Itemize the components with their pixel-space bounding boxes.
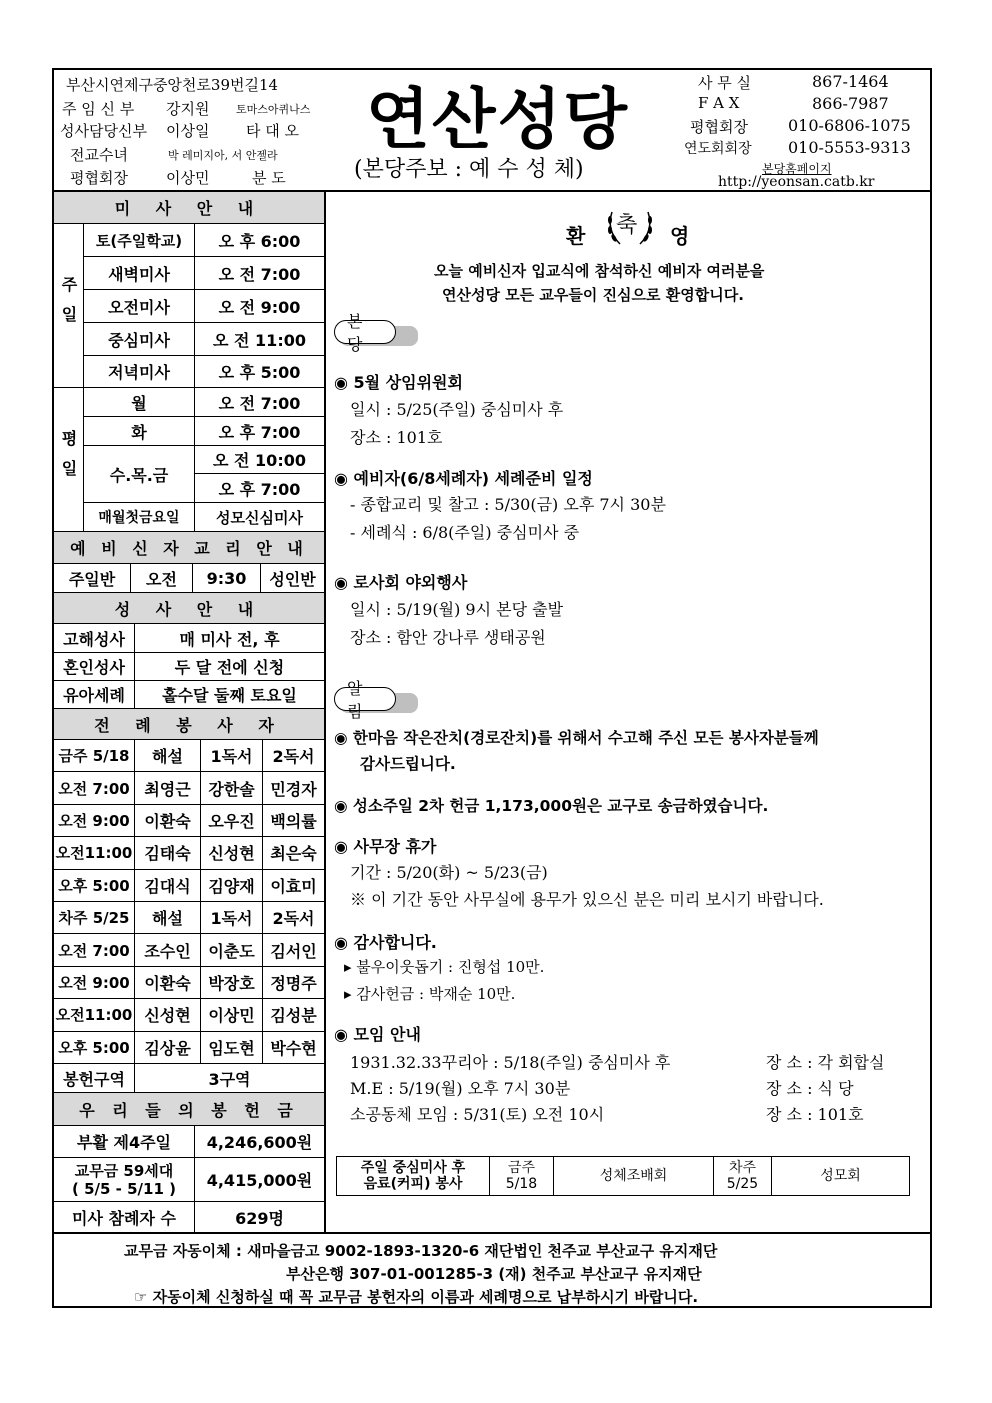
server-name: 김태숙 [134,837,200,868]
servers-title-row [54,709,324,740]
contact-value-office: 867-1464 [812,72,889,91]
mass-time: 오 전 7:00 [194,257,324,289]
server-name: 2독서 [262,902,324,933]
offering-value: 629명 [194,1202,324,1232]
offering-area-value: 3구역 [134,1064,324,1092]
server-name: 이환숙 [134,805,200,836]
server-slot: 오후 5:00 [58,876,130,895]
server-name: 오우진 [200,805,262,836]
server-row [54,902,324,934]
bondang-item-3-line-1: 일시 : 5/19(월) 9시 본당 출발 [350,600,564,619]
church-address: 부산시연제구중앙천로39번길14 [66,76,279,94]
bondang-item-2-title: ◉ 예비자(6/8세례자) 세례준비 일정 [334,469,593,488]
mass-name: 새벽미사 [108,264,170,284]
bondang-item-3-line-2: 장소 : 함안 강나루 생태공원 [350,628,546,647]
mass-name: 토(주일학교) [95,231,183,250]
coffee-next-group: 성모회 [771,1157,909,1195]
footer-line-1: 교무금 자동이체 : 새마을금고 9002-1893-1320-6 재단법인 천주교 부산교구 유지재단 [124,1242,718,1260]
offering-row-easter [54,1126,324,1158]
bondang-item-2-line-2: - 세례식 : 6/8(주일) 중심미사 중 [350,523,580,542]
mass-time: 오 후 7:00 [194,417,324,445]
welcome-title-mid: 축 [616,213,638,238]
mass-name: 매월첫금요일 [98,510,180,526]
welcome-line-2: 연산성당 모든 교우들이 진심으로 환영합니다. [442,286,744,304]
staff-baptismal-2: 타 대 오 [246,122,300,140]
coffee-next-week-1: 차주 [728,1160,757,1176]
offering-value: 4,415,000원 [194,1158,324,1201]
meeting-2-where: 장 소 : 식 당 [766,1079,854,1098]
staff-name-2: 이상일 [166,122,210,140]
staff-name-4: 이상민 [166,169,210,187]
offering-area-label: 봉헌구역 [63,1069,125,1089]
mass-row-wed-fri [84,446,324,503]
catechumen-time: 9:30 [192,564,260,592]
staff-name-1: 강지원 [166,100,210,118]
server-name: 이환숙 [134,967,200,998]
server-slot: 오전 7:00 [58,779,130,798]
mass-time: 오 전 9:00 [194,290,324,322]
offering-label: 교무금 59세대 [74,1161,174,1180]
sacrament-name: 혼인성사 [63,658,125,677]
server-name: 최은숙 [262,837,324,868]
coffee-this-week-cell [489,1157,553,1195]
server-name: 박수현 [262,1032,324,1063]
bondang-item-2-line-1: - 종합교리 및 찰고 : 5/30(금) 오후 7시 30분 [350,495,666,514]
server-name: 1독서 [200,902,262,933]
coffee-this-group: 성체조배회 [553,1157,713,1195]
offering-label: 부활 제4주일 [77,1133,171,1152]
coffee-this-week-1: 금주 [507,1160,536,1176]
server-name: 백의률 [262,805,324,836]
coffee-next-week-2: 5/25 [726,1176,759,1192]
server-name: 2독서 [262,740,324,771]
homepage-link[interactable]: http://yeonsan.catb.kr [718,174,875,190]
bulletin-frame [52,68,932,1308]
bondang-item-1-line-1: 일시 : 5/25(주일) 중심미사 후 [350,400,564,419]
notice-item-3-title: ◉ 사무장 휴가 [334,837,437,856]
mass-row-morning [84,290,324,323]
notice-item-4-line-1: ▸ 불우이웃돕기 : 진형섭 10만. [344,958,545,976]
footer-line-2: 부산은행 307-01-001285-3 (재) 천주교 부산교구 유지재단 [286,1265,702,1283]
welcome-line-1: 오늘 예비신자 입교식에 참석하신 예비자 여러분을 [434,262,765,280]
contact-value-fax: 866-7987 [812,94,889,113]
mass-name: 저녁미사 [108,363,170,382]
server-slot: 오전 9:00 [58,811,130,830]
staff-role-4: 평협회장 [70,169,128,187]
server-name: 김서인 [262,934,324,965]
mass-time: 오 후 6:00 [194,224,324,256]
server-name: 1독서 [200,740,262,771]
offering-title-row [54,1093,324,1126]
bondang-item-1-title: ◉ 5월 상임위원회 [334,373,463,392]
sacrament-row-confession [54,624,324,653]
column-divider [324,190,326,1232]
offering-label-period: ( 5/5 - 5/11 ) [72,1179,176,1198]
mass-row-first-friday [84,503,324,532]
sacrament-row-marriage [54,653,324,681]
server-name: 이효미 [262,870,324,901]
staff-baptismal-4: 분 도 [252,169,286,187]
mass-title: 미 사 안 내 [114,199,264,218]
footer-line-3: ☞ 자동이체 신청하실 때 꼭 교무금 봉헌자의 이름과 세례명으로 납부하시기 바랍니다. [134,1288,699,1306]
sacrament-name: 유아세례 [63,686,125,705]
server-name: 조수인 [134,934,200,965]
server-name: 신성현 [200,837,262,868]
catechumen-title-row [54,532,324,564]
meeting-2-what: M.E : 5/19(월) 오후 7시 30분 [350,1079,571,1098]
catechumen-title: 예 비 신 자 교 리 안 내 [70,539,308,558]
coffee-service-label-cell [337,1157,489,1195]
server-name: 강한솔 [200,772,262,803]
welcome-title-left: 환 [566,224,586,248]
offering-row-attendance [54,1202,324,1232]
contact-label-fax: F A X [698,94,740,112]
bondang-tag: 본 당 [334,320,396,344]
bondang-item-1-line-2: 장소 : 101호 [350,428,443,447]
server-row [54,967,324,999]
mass-row-evening [84,356,324,388]
footer-divider [54,1232,930,1234]
server-name: 임도현 [200,1032,262,1063]
mass-name: 중심미사 [108,330,170,350]
mass-row-main [84,323,324,356]
offering-dues-label-cell [54,1158,194,1201]
mass-time: 오 후 5:00 [194,356,324,387]
contact-value-council: 010-6806-1075 [788,116,911,135]
notice-item-1-line-2: 감사드립니다. [360,755,456,773]
sacrament-title-row [54,593,324,624]
notice-item-3-line-1: 기간 : 5/20(화) ~ 5/23(금) [350,863,548,882]
contact-label-office: 사 무 실 [698,74,752,92]
server-name: 신성현 [134,999,200,1030]
notice-tag: 알 림 [334,687,396,711]
offering-label: 미사 참례자 수 [72,1208,176,1228]
contact-label-council: 평협회장 [690,118,748,136]
contact-label-yeondo: 연도회회장 [684,141,752,157]
server-name: 민경자 [262,772,324,803]
server-row [54,740,324,772]
offering-row-dues [54,1158,324,1202]
mass-title-row [54,192,324,224]
server-name: 김성분 [262,999,324,1030]
server-row [54,934,324,966]
mass-name: 화 [131,422,147,442]
staff-name-3: 박 레미지아, 서 안젤라 [168,149,278,162]
mass-row-sat [84,224,324,257]
bulletin-subtitle: (본당주보 : 예 수 성 체) [354,157,584,182]
mass-time: 오 전 11:00 [194,323,324,355]
server-slot: 오전11:00 [55,1006,133,1025]
catechumen-class: 주일반 [68,569,116,589]
mass-name: 월 [131,393,147,413]
server-name: 김양재 [200,870,262,901]
server-slot: 오후 5:00 [58,1038,130,1057]
server-slot: 오전11:00 [55,844,133,863]
contact-value-yeondo: 010-5553-9313 [788,138,911,157]
welcome-title-right: 영 [670,224,690,248]
notice-item-3-line-2: ※ 이 기간 동안 사무실에 용무가 있으신 분은 미리 보시기 바랍니다. [350,890,824,909]
server-name: 이춘도 [200,934,262,965]
meeting-1-where: 장 소 : 각 회합실 [766,1053,885,1072]
bondang-item-3-title: ◉ 로사회 야외행사 [334,573,468,592]
coffee-service-label-1: 주일 중심미사 후 [360,1160,466,1176]
mass-row-dawn [84,257,324,290]
church-title: 연산성당 [366,81,630,158]
sacrament-value: 홀수달 둘째 토요일 [134,681,324,708]
mass-time: 오 전 10:00 [194,446,324,474]
coffee-service-label-2: 음료(커피) 봉사 [363,1176,463,1192]
sunday-label: 주일 [59,275,78,336]
weekday-label-cell [54,388,84,532]
mass-time: 오 전 7:00 [194,388,324,416]
coffee-this-week-2: 5/18 [505,1176,538,1192]
notice-item-4-title: ◉ 감사합니다. [334,933,437,952]
mass-name: 오전미사 [108,297,170,317]
coffee-next-week-cell [713,1157,771,1195]
server-name: 해설 [134,902,200,933]
notice-item-4-line-2: ▸ 감사헌금 : 박재순 10만. [344,985,516,1003]
sunday-label-cell [54,224,84,388]
staff-role-2: 성사담당신부 [60,122,147,140]
offering-value: 4,246,600원 [194,1126,324,1157]
staff-role-3: 전교수녀 [70,146,128,164]
catechumen-group: 성인반 [260,564,324,592]
mass-time-2: 오 후 7:00 [194,474,324,503]
notice-item-1-title: ◉ 한마음 작은잔치(경로잔치)를 위해서 수고해 주신 모든 봉사자분들께 [334,729,819,747]
server-name: 정명주 [262,967,324,998]
server-row [54,999,324,1031]
server-row [54,805,324,837]
meeting-3-where: 장 소 : 101호 [766,1105,864,1124]
server-slot: 차주 5/25 [58,909,130,928]
offering-title: 우 리 들 의 봉 헌 금 [79,1100,299,1120]
server-name: 최영근 [134,772,200,803]
mass-row-mon [84,388,324,417]
homepage-label: 본당홈페이지 [762,162,832,176]
notice-item-2-title: ◉ 성소주일 2차 헌금 1,173,000원은 교구로 송금하였습니다. [334,797,769,815]
server-name: 해설 [134,740,200,771]
server-row [54,837,324,869]
sacrament-value: 두 달 전에 신청 [134,653,324,680]
server-slot: 오전 9:00 [58,973,130,992]
mass-row-tue [84,417,324,446]
server-name: 이상민 [200,999,262,1030]
weekday-label: 평일 [59,429,78,490]
coffee-service-table [336,1156,910,1196]
meeting-1-what: 1931.32.33꾸리아 : 5/18(주일) 중심미사 후 [350,1053,671,1072]
meeting-3-what: 소공동체 모임 : 5/31(토) 오전 10시 [350,1105,605,1124]
mass-time: 성모신심미사 [194,503,324,531]
server-slot: 오전 7:00 [58,941,130,960]
server-row [54,870,324,902]
sacrament-name: 고해성사 [63,629,125,649]
server-row [54,1032,324,1064]
sacrament-title: 성 사 안 내 [114,599,264,619]
staff-role-1: 주 임 신 부 [62,100,135,118]
server-name: 박장호 [200,967,262,998]
server-slot: 금주 5/18 [58,747,130,766]
server-row [54,772,324,804]
staff-baptismal-1: 토마스아퀴나스 [236,103,311,116]
notice-item-5-title: ◉ 모임 안내 [334,1025,421,1044]
sacrament-row-infant-baptism [54,681,324,709]
servers-title: 전 례 봉 사 자 [94,715,284,735]
server-name: 김대식 [134,870,200,901]
offering-area-row [54,1064,324,1093]
sacrament-value: 매 미사 전, 후 [134,624,324,652]
catechumen-ampm: 오전 [130,564,192,592]
mass-name: 수.목.금 [109,465,169,485]
catechumen-row [54,564,324,593]
server-name: 김상윤 [134,1032,200,1063]
